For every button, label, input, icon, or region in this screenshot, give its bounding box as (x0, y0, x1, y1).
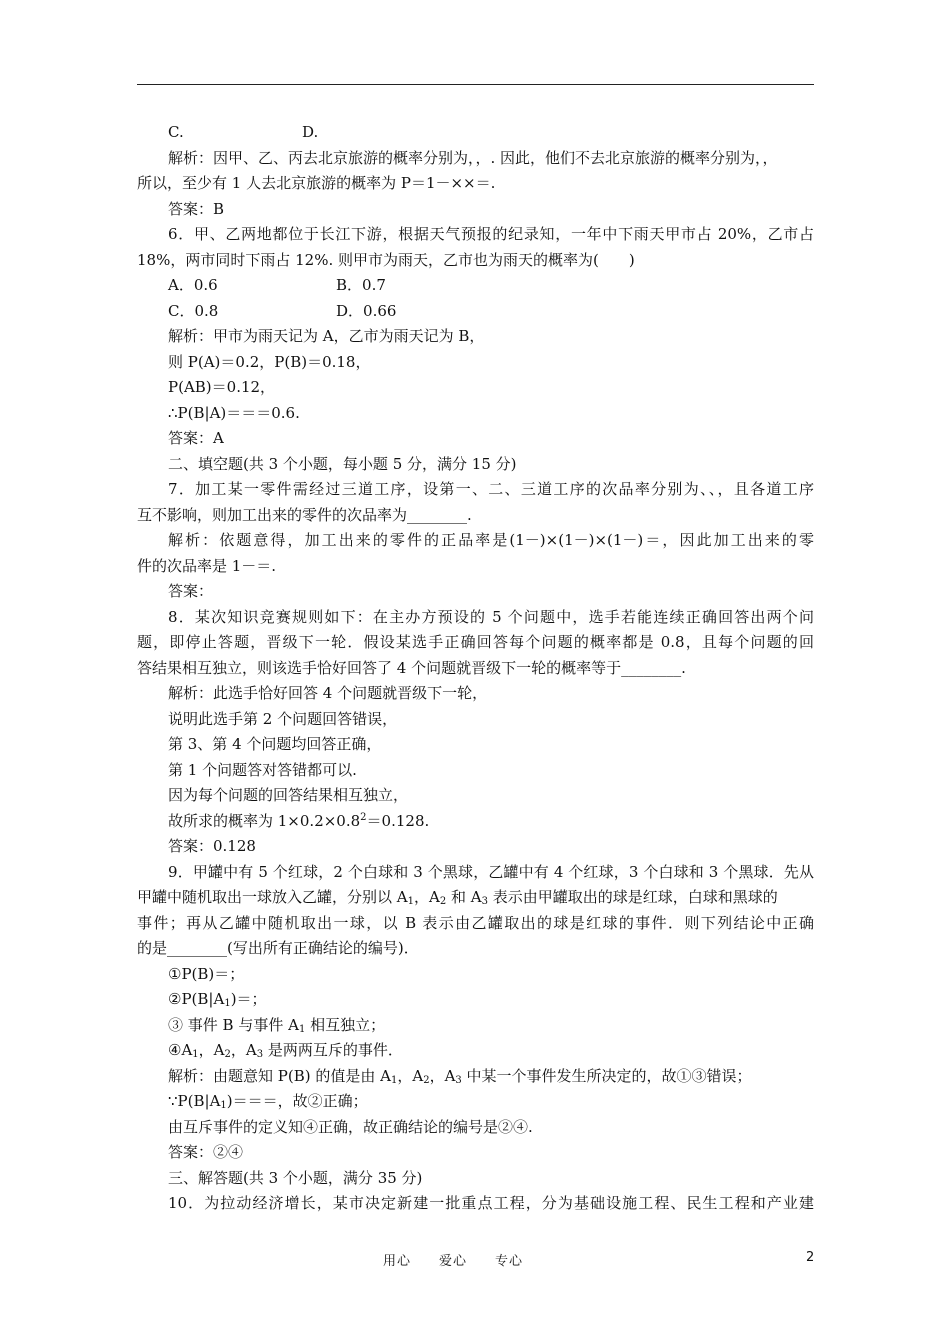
answer-line: 答案：A (168, 429, 224, 447)
text-line: 解析：因甲、乙、丙去北京旅游的概率分别为，，. 因此，他们不去北京旅游的概率分别为，， (168, 148, 778, 167)
text-line: 第 1 个问题答对答错都可以. (168, 760, 357, 779)
answer-line: 答案：0.128 (168, 837, 256, 855)
text-line: 解析：由题意知 P(B) 的值是由 $A_1$，$A_2$，$A_3$ 中某一个事件发生所决定的，故①③错误； (168, 1066, 752, 1086)
text-line: 事件；再从乙罐中随机取出一球，以 B 表示由乙罐取出的球是红球的事件．则下列结论中正确 (137, 913, 814, 932)
text-line: C. D. (168, 123, 319, 141)
question-8: 8．某次知识竞赛规则如下：在主办方预设的 5 个问题中，选手若能连续正确回答出两个问 (168, 607, 814, 626)
footer-text: 用心 爱心 专心 (383, 1254, 524, 1269)
text-line: 则 P(A)＝0.2，P(B)＝0.18， (168, 352, 371, 371)
text-line: P(AB)＝0.12， (168, 378, 276, 396)
text-line: 解析：此选手恰好回答 4 个问题就晋级下一轮， (168, 684, 488, 702)
text-line: 甲罐中随机取出一球放入乙罐，分别以 $A_1$，$A_2$ 和 $A_3$ 表示由甲罐取出的球是红球，白球和黑球的 (137, 888, 778, 907)
answer-line: 答案：②④ (168, 1143, 244, 1161)
text-line: 件的次品率是 1－＝. (137, 556, 277, 575)
question-10: 10．为拉动经济增长，某市决定新建一批重点工程，分为基础设施工程、民生工程和产业建 (168, 1194, 814, 1212)
text-line: 题，即停止答题，晋级下一轮．假设某选手正确回答每个问题的概率都是 0.8，且每个问题的回 (137, 633, 814, 651)
answer-line: 答案： (168, 582, 214, 600)
text-line: 说明此选手第 2 个问题回答错误， (168, 709, 398, 728)
page-footer (0, 1250, 950, 1270)
options-line: A．0.6 B．0.7 (168, 276, 386, 294)
text-line: 的是________(写出所有正确结论的编号)． (137, 939, 419, 957)
page-number: 2 (806, 1250, 815, 1265)
text-line: 解析：甲市为雨天记为 A，乙市为雨天记为 B， (168, 327, 485, 345)
section-heading: 三、解答题(共 3 个小题，满分 35 分) (168, 1168, 423, 1187)
question-6: 6．甲、乙两地都位于长江下游，根据天气预报的纪录知，一年中下雨天甲市占 20%，乙市占 (168, 225, 814, 243)
text-line: 由互斥事件的定义知④正确，故正确结论的编号是②④. (168, 1117, 533, 1136)
text-line: 解析：依题意得，加工出来的零件的正品率是(1－)×(1－)×(1－)＝，因此加工出来的零 (168, 531, 814, 549)
text-line: $②P(B|A_1)=$； (168, 990, 267, 1009)
text-line: ∴P(B|A)＝＝＝0.6. (168, 403, 300, 422)
header-rule (137, 84, 814, 85)
text-line: ③ 事件 B 与事件 $A_1$ 相互独立； (168, 1015, 386, 1035)
text-line: 故所求的概率为 $1\times 0.2\times 0.8^2=0.128$. (168, 811, 430, 830)
question-9: 9．甲罐中有 5 个红球，2 个白球和 3 个黑球，乙罐中有 4 个红球，3 个白球和 3 个黑球．先从 (168, 862, 814, 881)
options-line: C．0.8 D．0.66 (168, 301, 397, 320)
text-line: 互不影响，则加工出来的零件的次品率为________. (137, 505, 472, 524)
text-line: 18%，两市同时下雨占 12%. 则甲市为雨天，乙市也为雨天的概率为( ) (137, 250, 635, 269)
text-line: 答结果相互独立，则该选手恰好回答了 4 个问题就晋级下一轮的概率等于________. (137, 658, 686, 677)
answer-line: 答案：B (168, 199, 225, 218)
question-7: 7．加工某一零件需经过三道工序，设第一、二、三道工序的次品率分别为、、，且各道工序 (168, 480, 814, 498)
text-line: 所以，至少有 1 人去北京旅游的概率为 P＝1－××＝. (137, 174, 496, 192)
text-line: $\because P(B|A_1)===$，故②正确； (168, 1092, 368, 1111)
text-line: 因为每个问题的回答结果相互独立， (168, 786, 409, 804)
document-body (137, 120, 814, 1217)
section-heading: 二、填空题(共 3 个小题，每小题 5 分，满分 15 分) (168, 454, 517, 473)
text-line: ①P(B)＝； (168, 964, 245, 983)
text-line: 第 3、第 4 个问题均回答正确， (168, 735, 382, 753)
text-line: $④A_1$，$A_2$，$A_3$ 是两两互斥的事件． (168, 1041, 403, 1060)
